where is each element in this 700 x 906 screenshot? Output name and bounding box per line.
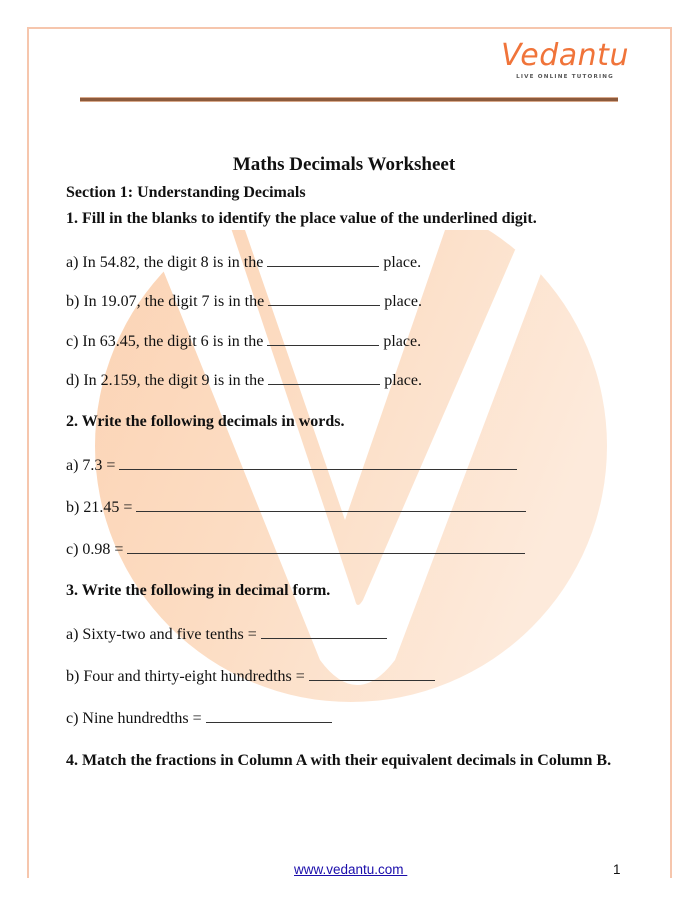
question-2c [66,539,529,559]
question-3b [66,666,439,686]
question-2a [66,455,521,475]
question-1b-suffix: place. [384,293,422,310]
question-2b-text: b) 21.45 = [66,499,133,516]
answer-blank[interactable] [127,539,525,554]
question-3a [66,624,391,644]
question-2a-text: a) 7.3 = [66,457,116,474]
footer-website-link[interactable]: www.vedantu.com [294,862,408,877]
question-3b-text: b) Four and thirty-eight hundredths = [66,668,305,685]
page-number: 1 [613,862,621,877]
question-3a-text: a) Sixty-two and five tenths = [66,626,257,643]
question-1b [66,291,422,311]
answer-blank[interactable] [261,624,387,639]
question-1c-suffix: place. [383,333,422,350]
header-divider [80,97,618,102]
question-2b [66,497,530,517]
question-4-heading: 4. Match the fractions in Column A with their equivalent decimals in Column B. [66,752,612,769]
question-1a-text: a) In 54.82, the digit 8 is in the [66,254,264,271]
answer-blank[interactable] [267,331,379,346]
logo-tagline: LIVE ONLINE TUTORING [516,74,614,80]
question-3c [66,708,336,728]
answer-blank[interactable] [268,370,380,385]
vedantu-logo [500,40,630,90]
answer-blank[interactable] [268,291,380,306]
question-1a-suffix: place. [383,254,422,271]
question-2c-text: c) 0.98 = [66,541,124,558]
section-heading: Section 1: Understanding Decimals [66,184,306,201]
question-3-heading: 3. Write the following in decimal form. [66,582,331,599]
answer-blank[interactable] [267,252,379,267]
answer-blank[interactable] [309,666,435,681]
question-1c-text: c) In 63.45, the digit 6 is in the [66,333,264,350]
page-title: Maths Decimals Worksheet [232,154,456,175]
question-1d [66,370,422,390]
question-1b-text: b) In 19.07, the digit 7 is in the [66,293,265,310]
question-1-heading: 1. Fill in the blanks to identify the place value of the underlined digit. [66,210,537,227]
answer-blank[interactable] [119,455,517,470]
question-1c [66,331,421,351]
question-1a [66,252,421,272]
answer-blank[interactable] [206,708,332,723]
question-1d-text: d) In 2.159, the digit 9 is in the [66,372,265,389]
question-3c-text: c) Nine hundredths = [66,710,202,727]
question-1d-suffix: place. [384,372,422,389]
answer-blank[interactable] [136,497,526,512]
logo-wordmark: Vedantu [501,38,629,73]
question-2-heading: 2. Write the following decimals in words. [66,413,345,430]
